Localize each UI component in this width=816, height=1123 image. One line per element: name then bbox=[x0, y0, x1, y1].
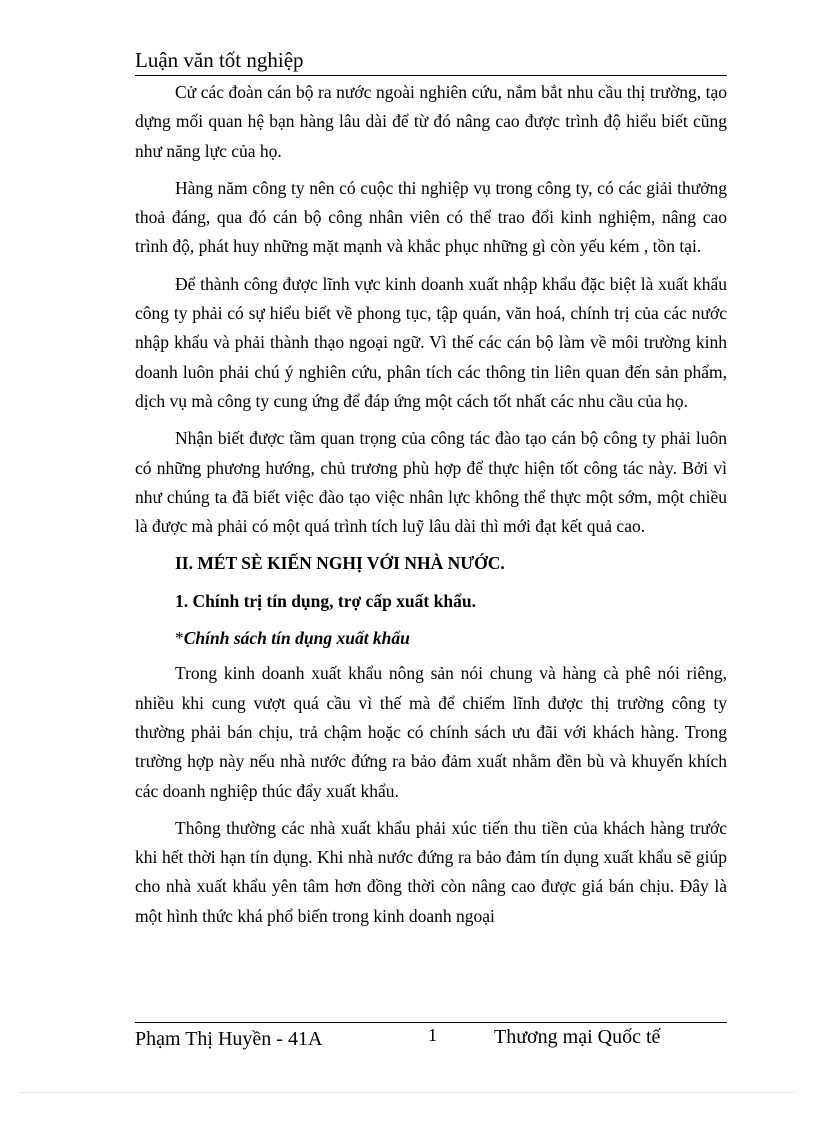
paragraph: Để thành công được lĩnh vực kinh doanh xuất nhập khẩu đặc biệt là xuất khẩu công ty phải có sự hiểu biết về phong tục, tập quán, văn hoá, chính trị của các nước nhập khẩu và phải thành thạo ngoại ngữ. Vì thế các cán bộ làm về môi trường kinh doanh luôn phải chú ý nghiên cứu, phân tích các thông tin liên quan đến sản phẩm, dịch vụ mà công ty cung ứng để đáp ứng một cách tốt nhất các nhu cầu của họ. bbox=[135, 273, 727, 411]
footer-divider bbox=[135, 1022, 727, 1023]
header-divider bbox=[135, 75, 727, 76]
page-number: 1 bbox=[428, 1025, 437, 1045]
section-heading: II. MÉT SÈ KIẾN NGHỊ VỚI NHÀ NƯỚC. bbox=[175, 553, 505, 574]
sub-subheading bbox=[135, 624, 727, 653]
subheading-title: Chính sách tín dụng xuất khẩu bbox=[183, 628, 410, 649]
footer-department: Thương mại Quốc tế bbox=[494, 1026, 661, 1048]
paragraph: Cử các đoàn cán bộ ra nước ngoài nghiên cứu, nắm bắt nhu cầu thị trường, tạo dựng mối quan hệ bạn hàng lâu dài để từ đó nâng cao được trình độ hiểu biết cũng như năng lực của họ. bbox=[135, 82, 727, 161]
body-text bbox=[135, 78, 727, 939]
paragraph: Hàng năm công ty nên có cuộc thi nghiệp vụ trong công ty, có các giải thưởng thoả đáng, qua đó cán bộ công nhân viên có thể trao đổi kinh nghiệm, nâng cao trình độ, phát huy những mặt mạnh và khắc phục những gì còn yếu kém , tồn tại. bbox=[135, 177, 727, 257]
footer-author: Phạm Thị Huyền - 41A bbox=[135, 1028, 323, 1050]
paragraph: Thông thường các nhà xuất khẩu phải xúc tiến thu tiền của khách hàng trước khi hết thời hạn tín dụng. Khi nhà nước đứng ra bảo đảm tín dụng xuất khẩu sẽ giúp cho nhà xuất khẩu yên tâm hơn đồng thời còn nâng cao được giá bán chịu. Đây là một hình thức khá phổ biến trong kinh doanh ngoại bbox=[135, 817, 727, 926]
subheading-prefix: * bbox=[175, 628, 184, 649]
paragraph: Trong kinh doanh xuất khẩu nông sản nói chung và hàng cà phê nói riêng, nhiều khi cung vượt quá cầu vì thế mà để chiếm lĩnh được thị trường công ty thường phải bán chịu, trả chậm hoặc có chính sách ưu đãi với khách hàng. Trong trường hợp này nếu nhà nước đứng ra bảo đảm xuất nhằm đền bù và khuyến khích các doanh nghiệp thúc đẩy xuất khẩu. bbox=[135, 663, 727, 801]
page-edge-dots bbox=[20, 1092, 796, 1093]
subsection-heading: 1. Chính trị tín dụng, trợ cấp xuất khẩu. bbox=[175, 590, 476, 611]
running-header: Luận văn tốt nghiệp bbox=[135, 48, 304, 72]
paragraph: Nhận biết được tầm quan trọng của công tác đào tạo cán bộ công ty phải luôn có những phương hướng, chủ trương phù hợp để thực hiện tốt công tác này. Bởi vì như chúng ta đã biết việc đào tạo việc nhân lực không thể thực một sớm, một chiều là được mà phải có một quá trình tích luỹ lâu dài thì mới đạt kết quả cao. bbox=[135, 428, 727, 537]
